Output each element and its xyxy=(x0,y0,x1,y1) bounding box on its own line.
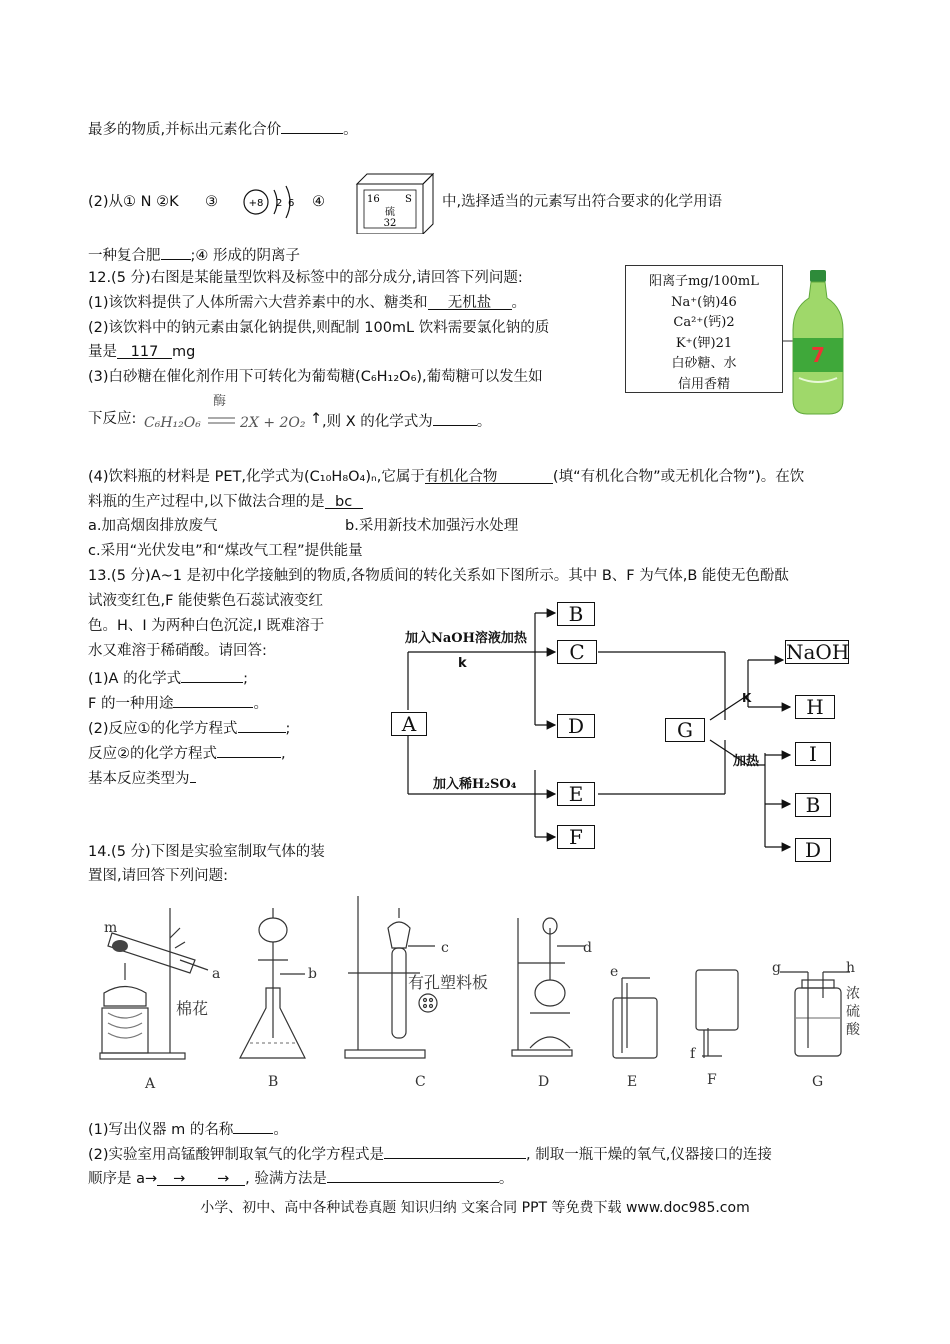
node-h: H xyxy=(795,695,835,719)
node-b2: B xyxy=(795,793,831,817)
node-a: A xyxy=(391,712,427,736)
reaction-2-mark: K xyxy=(742,691,752,705)
apparatus-b xyxy=(240,908,305,1058)
q14-stem2: 置图,请回答下列问题: xyxy=(88,868,228,884)
page-footer: 小学、初中、高中各种试卷真题 知识归纳 文案合同 PPT 等免费下载 www.doc985.com xyxy=(200,1200,750,1216)
q11-sub2-suffix: 中,选择适当的元素写出符合要求的化学用语 xyxy=(442,194,723,210)
equation-arrow: ↑ xyxy=(310,411,323,427)
svg-text:7: 7 xyxy=(811,343,825,367)
q12-answer5: bc xyxy=(325,492,363,509)
label-d: d xyxy=(583,940,592,956)
q14-part2-line2: 顺序是 a→ → → , 验满方法是 。 xyxy=(88,1166,513,1189)
apparatus-d xyxy=(512,918,585,1056)
label-flavor: 信用香精 xyxy=(677,376,730,392)
q12-answer1: 无机盐 xyxy=(428,293,512,310)
label-calcium: Ca²⁺(钙)2 xyxy=(673,315,735,330)
tile-name: 硫 xyxy=(385,207,395,218)
q12-stem: 12.(5 分)右图是某能量型饮料及标签中的部分成分,请回答下列问题: xyxy=(88,270,523,286)
q12-option-b: b.采用新技术加强污水处理 xyxy=(345,518,519,534)
label-sugar: 白砂糖、水 xyxy=(671,356,737,371)
q12-part3-suffix: ,则 X 的化学式为 。 xyxy=(322,409,491,432)
node-i: I xyxy=(795,742,831,766)
q11-sub2-prefix: (2)从① N ②K xyxy=(88,194,179,210)
q12-part2-line2: 量是 117 mg xyxy=(88,344,196,360)
soda-bottle-icon xyxy=(785,268,851,416)
drink-label xyxy=(625,265,783,393)
node-naoh: NaOH xyxy=(786,640,850,664)
q12-part4-line1: (4)饮料瓶的材料是 PET,化学式为(C₁₀H₈O₄)ₙ,它属于有机化合物 (填“有机化合物”或无机化合物”)。在饮 xyxy=(88,469,805,485)
q12-part3-line1: (3)白砂糖在催化剂作用下可转化为葡萄糖(C₆H₁₂O₆),葡萄糖可以发生如 xyxy=(88,369,543,385)
caption-g: G xyxy=(812,1074,824,1090)
q11-line1: 最多的物质,并标出元素化合价 。 xyxy=(88,117,358,140)
q12-option-c: c.采用“光伏发电”和“煤改气工程”提供能量 xyxy=(88,543,363,559)
node-b: B xyxy=(557,602,595,626)
label-cotton: 棉花 xyxy=(176,999,209,1018)
equals-sign-icon xyxy=(207,416,237,426)
label-b: b xyxy=(308,966,317,982)
label-sodium: Na⁺(钠)46 xyxy=(671,294,737,310)
label-acid-2: 硫 xyxy=(846,1004,860,1020)
label-c: c xyxy=(441,940,449,956)
oxygen-atom-structure-icon xyxy=(240,180,300,224)
q13-a4: 反应②的化学方程式 , xyxy=(88,741,286,764)
label-g: g xyxy=(772,960,781,976)
label-naoh-heat: 加入NaOH溶液加热 xyxy=(405,631,527,646)
label-acid-1: 浓 xyxy=(846,986,860,1002)
label-dilute-acid: 加入稀H₂SO₄ xyxy=(433,777,517,792)
q12-part3-prefix: 下反应: xyxy=(88,411,137,427)
caption-c: C xyxy=(415,1074,426,1090)
q13-a3: (2)反应①的化学方程式 ; xyxy=(88,716,290,739)
caption-e: E xyxy=(627,1074,638,1090)
label-acid-3: 酸 xyxy=(846,1022,860,1038)
q14-stem1: 14.(5 分)下图是实验室制取气体的装 xyxy=(88,844,325,860)
atom-shell-1: 2 xyxy=(276,198,283,209)
tile-symbol: S xyxy=(405,194,412,205)
q11-mark4: ④ xyxy=(312,194,325,210)
caption-d: D xyxy=(538,1074,550,1090)
sulfur-element-tile-icon xyxy=(355,172,435,234)
q13-a5: 基本反应类型为 xyxy=(88,766,196,789)
caption-b: B xyxy=(268,1074,279,1090)
q11-mark3: ③ xyxy=(205,194,218,210)
q12-part1: (1)该饮料提供了人体所需六大营养素中的水、糖类和 无机盐 。 xyxy=(88,295,527,311)
caption-a: A xyxy=(145,1076,156,1092)
label-m: m xyxy=(104,920,118,936)
q12-answer2: 117 xyxy=(117,342,172,359)
equation-right: 2X + 2O₂ xyxy=(240,415,306,431)
atom-nucleus: +8 xyxy=(248,198,264,209)
node-d2: D xyxy=(795,838,831,862)
tile-number: 16 xyxy=(367,194,380,205)
atom-shell-2: 6 xyxy=(288,198,295,209)
q12-part2-line1: (2)该饮料中的钠元素由氯化钠提供,则配制 100mL 饮料需要氯化钠的质 xyxy=(88,320,550,336)
q13-a1: (1)A 的化学式 ; xyxy=(88,666,248,689)
label-heat: 加热 xyxy=(733,754,760,769)
node-f: F xyxy=(557,825,595,849)
q13-stem1: 13.(5 分)A~1 是初中化学接触到的物质,各物质间的转化关系如下图所示。其中 B、F 为气体,B 能使无色酚酞 xyxy=(88,568,789,584)
q14-part1: (1)写出仪器 m 的名称 。 xyxy=(88,1117,288,1140)
label-potassium: K⁺(钾)21 xyxy=(675,335,733,351)
caption-f: F xyxy=(707,1072,717,1088)
label-title: 阳离子mg/100mL xyxy=(649,274,759,289)
q13-stem3: 色。H、I 为两种白色沉淀,I 既难溶于 xyxy=(88,618,325,634)
equation-left: C₆H₁₂O₆ xyxy=(144,415,201,431)
label-h: h xyxy=(846,960,856,976)
apparatus-f xyxy=(696,970,738,1058)
q13-stem2: 试液变红色,F 能使紫色石蕊试液变红 xyxy=(88,593,324,609)
label-f: f xyxy=(690,1046,696,1062)
q12-part4-line2: 料瓶的生产过程中,以下做法合理的是 bc xyxy=(88,492,363,512)
node-e: E xyxy=(557,782,595,806)
tile-mass: 32 xyxy=(383,218,397,229)
q12-answer4: 有机化合物 xyxy=(425,467,553,484)
q11-line3: 一种复合肥 ;④ 形成的阴离子 xyxy=(88,243,300,266)
lab-apparatus-figure xyxy=(90,888,870,1098)
equation-catalyst: 酶 xyxy=(213,394,227,409)
apparatus-g xyxy=(780,972,850,1056)
q13-a2: F 的一种用途 。 xyxy=(88,691,268,714)
q13-stem4: 水又难溶于稀硝酸。请回答: xyxy=(88,643,267,659)
q14-part2-line1: (2)实验室用高锰酸钾制取氧气的化学方程式是 , 制取一瓶干燥的氧气,仪器接口的连接 xyxy=(88,1142,772,1165)
label-perforated-plate: 有孔塑料板 xyxy=(408,973,489,992)
reaction-1-mark: k xyxy=(458,656,467,671)
label-a: a xyxy=(212,966,221,982)
node-g: G xyxy=(665,718,705,742)
node-d: D xyxy=(557,714,595,738)
node-c: C xyxy=(557,640,597,664)
q12-option-a: a.加高烟囱排放废气 xyxy=(88,518,218,534)
label-e: e xyxy=(610,964,619,980)
apparatus-e xyxy=(613,978,657,1058)
